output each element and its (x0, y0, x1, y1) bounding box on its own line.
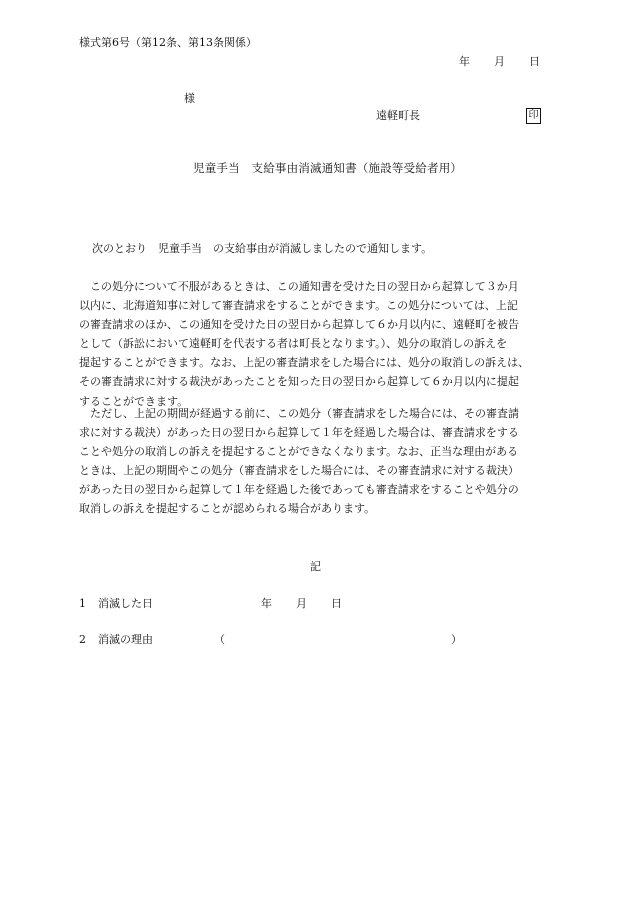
paragraph-line: 以内に、北海道知事に対して審査請求をすることができます。この処分については、上記 (79, 299, 518, 313)
item-2-open-paren: （ (214, 633, 225, 646)
paragraph-line: 求に対する裁決）があった日の翌日から起算して１年を経過した場合は、審査請求をする (79, 426, 519, 440)
paragraph-line: があった日の翌日から起算して１年を経過した後であっても審査請求をすることや処分の (79, 483, 519, 497)
paragraph-line: その審査請求に対する裁決があったことを知った日の翌日から起算して６か月以内に提起 (79, 375, 519, 389)
ki-heading: 記 (310, 560, 321, 573)
paragraph-line: 取消しの訴えを提起することが認められる場合があります。 (79, 502, 376, 516)
intro-sentence: 次のとおり 児童手当 の支給事由が消滅しましたので通知します。 (92, 242, 433, 255)
document-title: 児童手当 支給事由消滅通知書（施設等受給者用） (193, 161, 463, 175)
paragraph-line: ことや処分の取消しの訴えを提起することができなくなります。なお、正当な理由がある (79, 445, 519, 459)
form-number: 様式第6号（第12条、第13条関係） (79, 36, 257, 49)
item-1-number: 1 (79, 597, 86, 610)
issue-date-year-label: 年 (459, 55, 470, 68)
issuer-name: 遠軽町長 (376, 109, 420, 122)
issue-date-day-label: 日 (529, 55, 540, 68)
item-2-number: 2 (79, 633, 86, 646)
paragraph-line: ただし、上記の期間が経過する前に、この処分（審査請求をした場合には、その審査請 (90, 407, 519, 420)
proviso-paragraph (79, 404, 553, 519)
paragraph-line: として（訴訟において遠軽町を代表する者は町長となります。）、処分の取消しの訴えを (79, 337, 508, 351)
item-1-label: 消滅した日 (98, 597, 153, 610)
item-1-month-label: 月 (296, 597, 307, 610)
paragraph-line: の審査請求のほか、この通知を受けた日の翌日から起算して６か月以内に、遠軽町を被告 (79, 318, 519, 332)
paragraph-line: この処分について不服があるときは、この通知書を受けた日の翌日から起算して３か月 (90, 280, 519, 293)
paragraph-line: することができます。 (79, 394, 189, 408)
issue-date-month-label: 月 (494, 55, 505, 68)
item-1-year-label: 年 (261, 597, 272, 610)
seal-mark: 印 (526, 108, 541, 124)
addressee-suffix: 様 (184, 92, 195, 105)
paragraph-line: 提起することができます。なお、上記の審査請求をした場合には、処分の取消しの訴えは、 (79, 356, 530, 370)
paragraph-line: ときは、上記の期間やこの処分（審査請求をした場合には、その審査請求に対する裁決） (79, 464, 519, 478)
item-2-label: 消滅の理由 (98, 633, 153, 646)
item-1-day-label: 日 (331, 597, 342, 610)
item-2-close-paren: ） (451, 633, 462, 646)
appeal-notice-paragraph (79, 277, 553, 411)
